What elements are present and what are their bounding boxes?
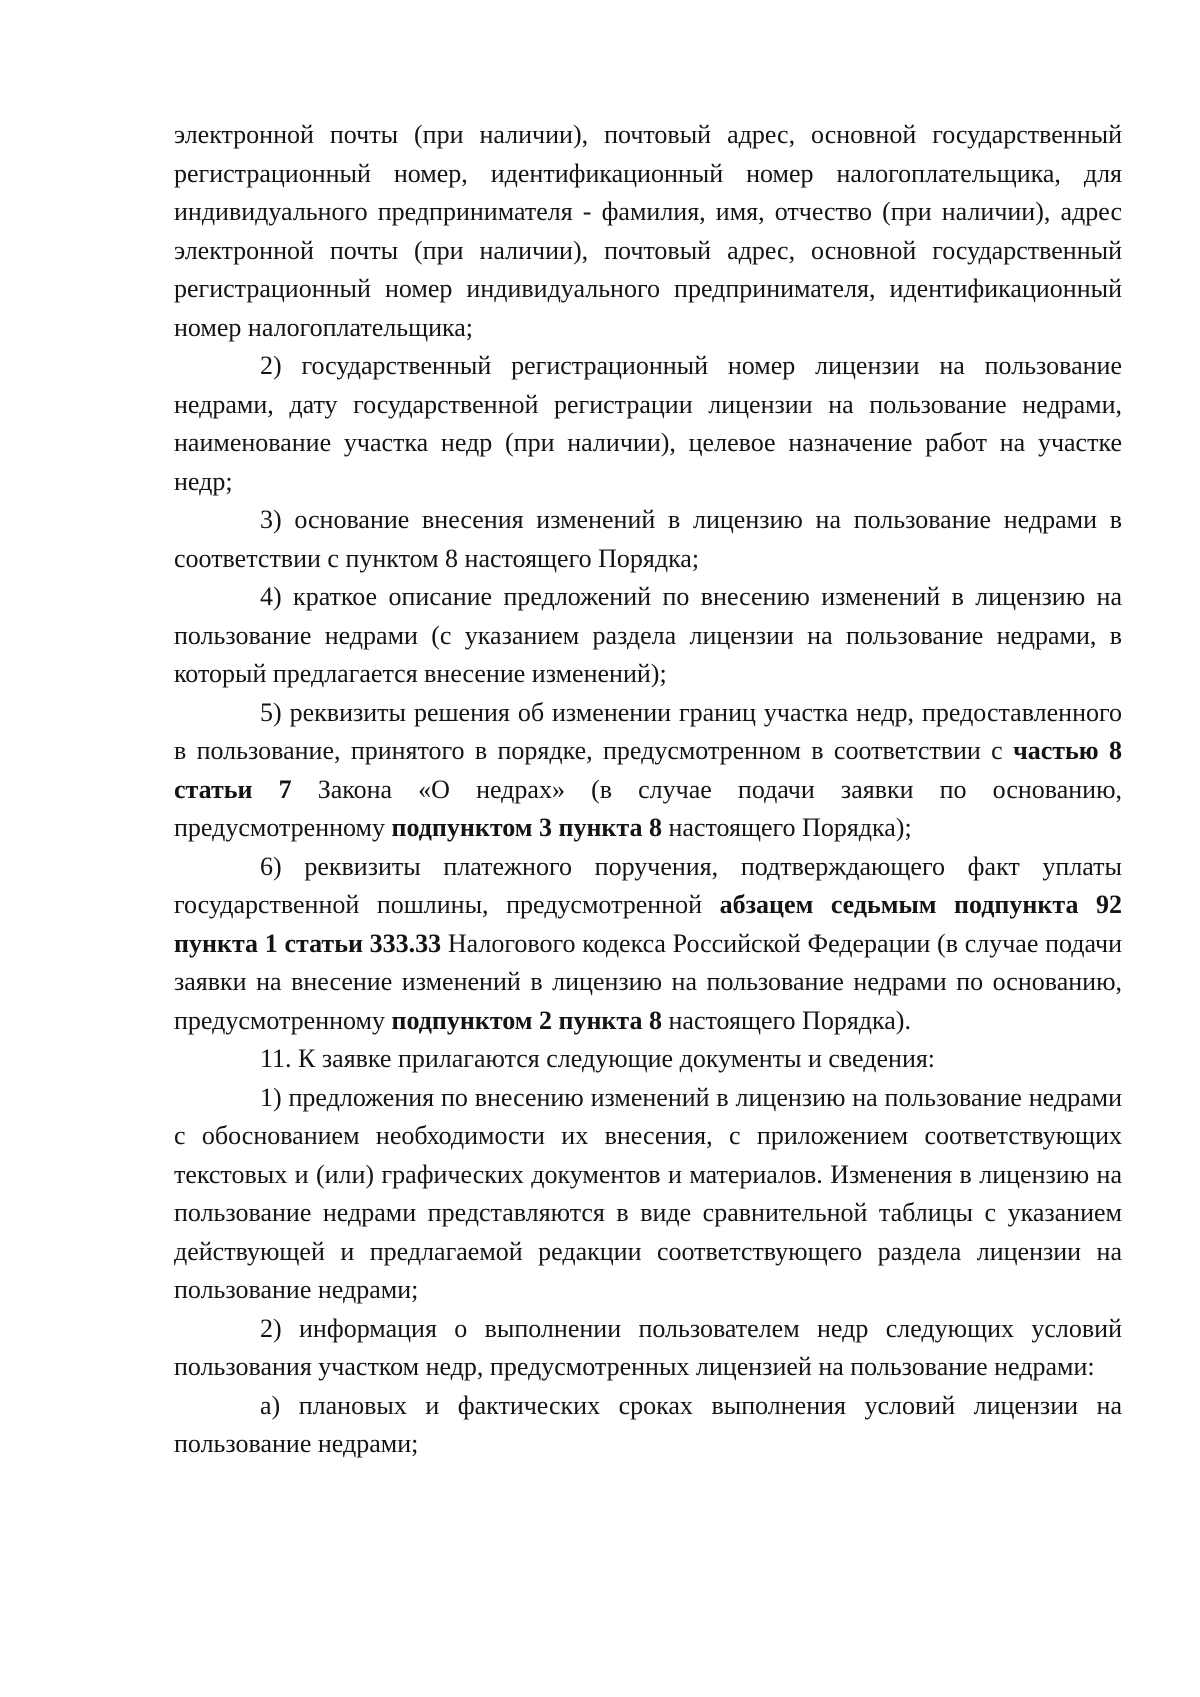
paragraph-contact-details xyxy=(174,116,1122,347)
bold-reference-text: подпунктом 2 пункта 8 xyxy=(391,1005,662,1035)
text-run: 4) краткое описание предложений по внесению изменений в лицензию на пользование недрами (с указанием раздела лицензии на пользование недрами, в который предлагается внесение изменений); xyxy=(174,582,1122,688)
paragraph-item-6-payment-order xyxy=(174,848,1122,1041)
paragraph-item-3-grounds xyxy=(174,501,1122,578)
text-run: настоящего Порядка); xyxy=(662,813,912,842)
text-run: 2) государственный регистрационный номер лицензии на пользование недрами, дату государственной регистрации лицензии на пользование недрами, наименование участка недр (при наличии), целевое назначение работ на участке недр; xyxy=(174,351,1122,496)
paragraph-item-2-compliance-info xyxy=(174,1310,1122,1387)
paragraph-item-2-license-number xyxy=(174,347,1122,501)
bold-reference-text: абзацем седьмым подпункта 92 пункта 1 статьи 333.33 xyxy=(174,890,1122,958)
bold-reference-text: частью 8 статьи 7 xyxy=(174,736,1122,804)
text-run: Закона «О недрах» (в случае подачи заявки по основанию, предусмотренному xyxy=(174,774,1122,842)
document-page xyxy=(174,116,1122,1464)
paragraph-item-1-proposals xyxy=(174,1079,1122,1310)
text-run: 11. К заявке прилагаются следующие документы и сведения: xyxy=(260,1044,936,1073)
paragraph-item-a-deadlines xyxy=(174,1387,1122,1464)
paragraph-section-11-heading xyxy=(174,1040,1122,1079)
bold-reference-text: подпунктом 3 пункта 8 xyxy=(391,813,662,842)
text-run: 5) реквизиты решения об изменении границ участка недр, предоставленного в пользование, принятого в порядке, предусмотренном в соответствии с xyxy=(174,697,1122,765)
text-run: 3) основание внесения изменений в лицензию на пользование недрами в соответствии с пунктом 8 настоящего Порядка; xyxy=(174,505,1122,573)
paragraph-item-4-description xyxy=(174,578,1122,694)
paragraph-item-5-boundary-decision xyxy=(174,694,1122,848)
text-run: 6) реквизиты платежного поручения, подтверждающего факт уплаты государственной пошлины, предусмотренной xyxy=(174,851,1122,919)
text-run: а) плановых и фактических сроках выполнения условий лицензии на пользование недрами; xyxy=(174,1390,1122,1458)
text-run: настоящего Порядка). xyxy=(662,1005,911,1035)
text-run: 1) предложения по внесению изменений в лицензию на пользование недрами с обоснованием необходимости их внесения, с приложением соответствующих текстовых и (или) графических документов и материалов. Изменения в лицензию на пользование недрами представляются в виде сравнительной таблицы с указанием действующей и предлагаемой редакции соответствующего раздела лицензии на пользование недрами; xyxy=(174,1082,1122,1304)
text-run: Налогового кодекса Российской Федерации (в случае подачи заявки на внесение изменений в лицензию на пользование недрами по основанию, предусмотренному xyxy=(174,928,1122,1035)
text-run: электронной почты (при наличии), почтовый адрес, основной государственный регистрационный номер, идентификационный номер налогоплательщика, для индивидуального предпринимателя - фамилия, имя, отчество (при наличии), адрес электронной почты (при наличии), почтовый адрес, основной государственный регистрационный номер индивидуального предпринимателя, идентификационный номер налогоплательщика; xyxy=(174,120,1122,342)
text-run: 2) информация о выполнении пользователем недр следующих условий пользования участком недр, предусмотренных лицензией на пользование недрами: xyxy=(174,1313,1122,1381)
